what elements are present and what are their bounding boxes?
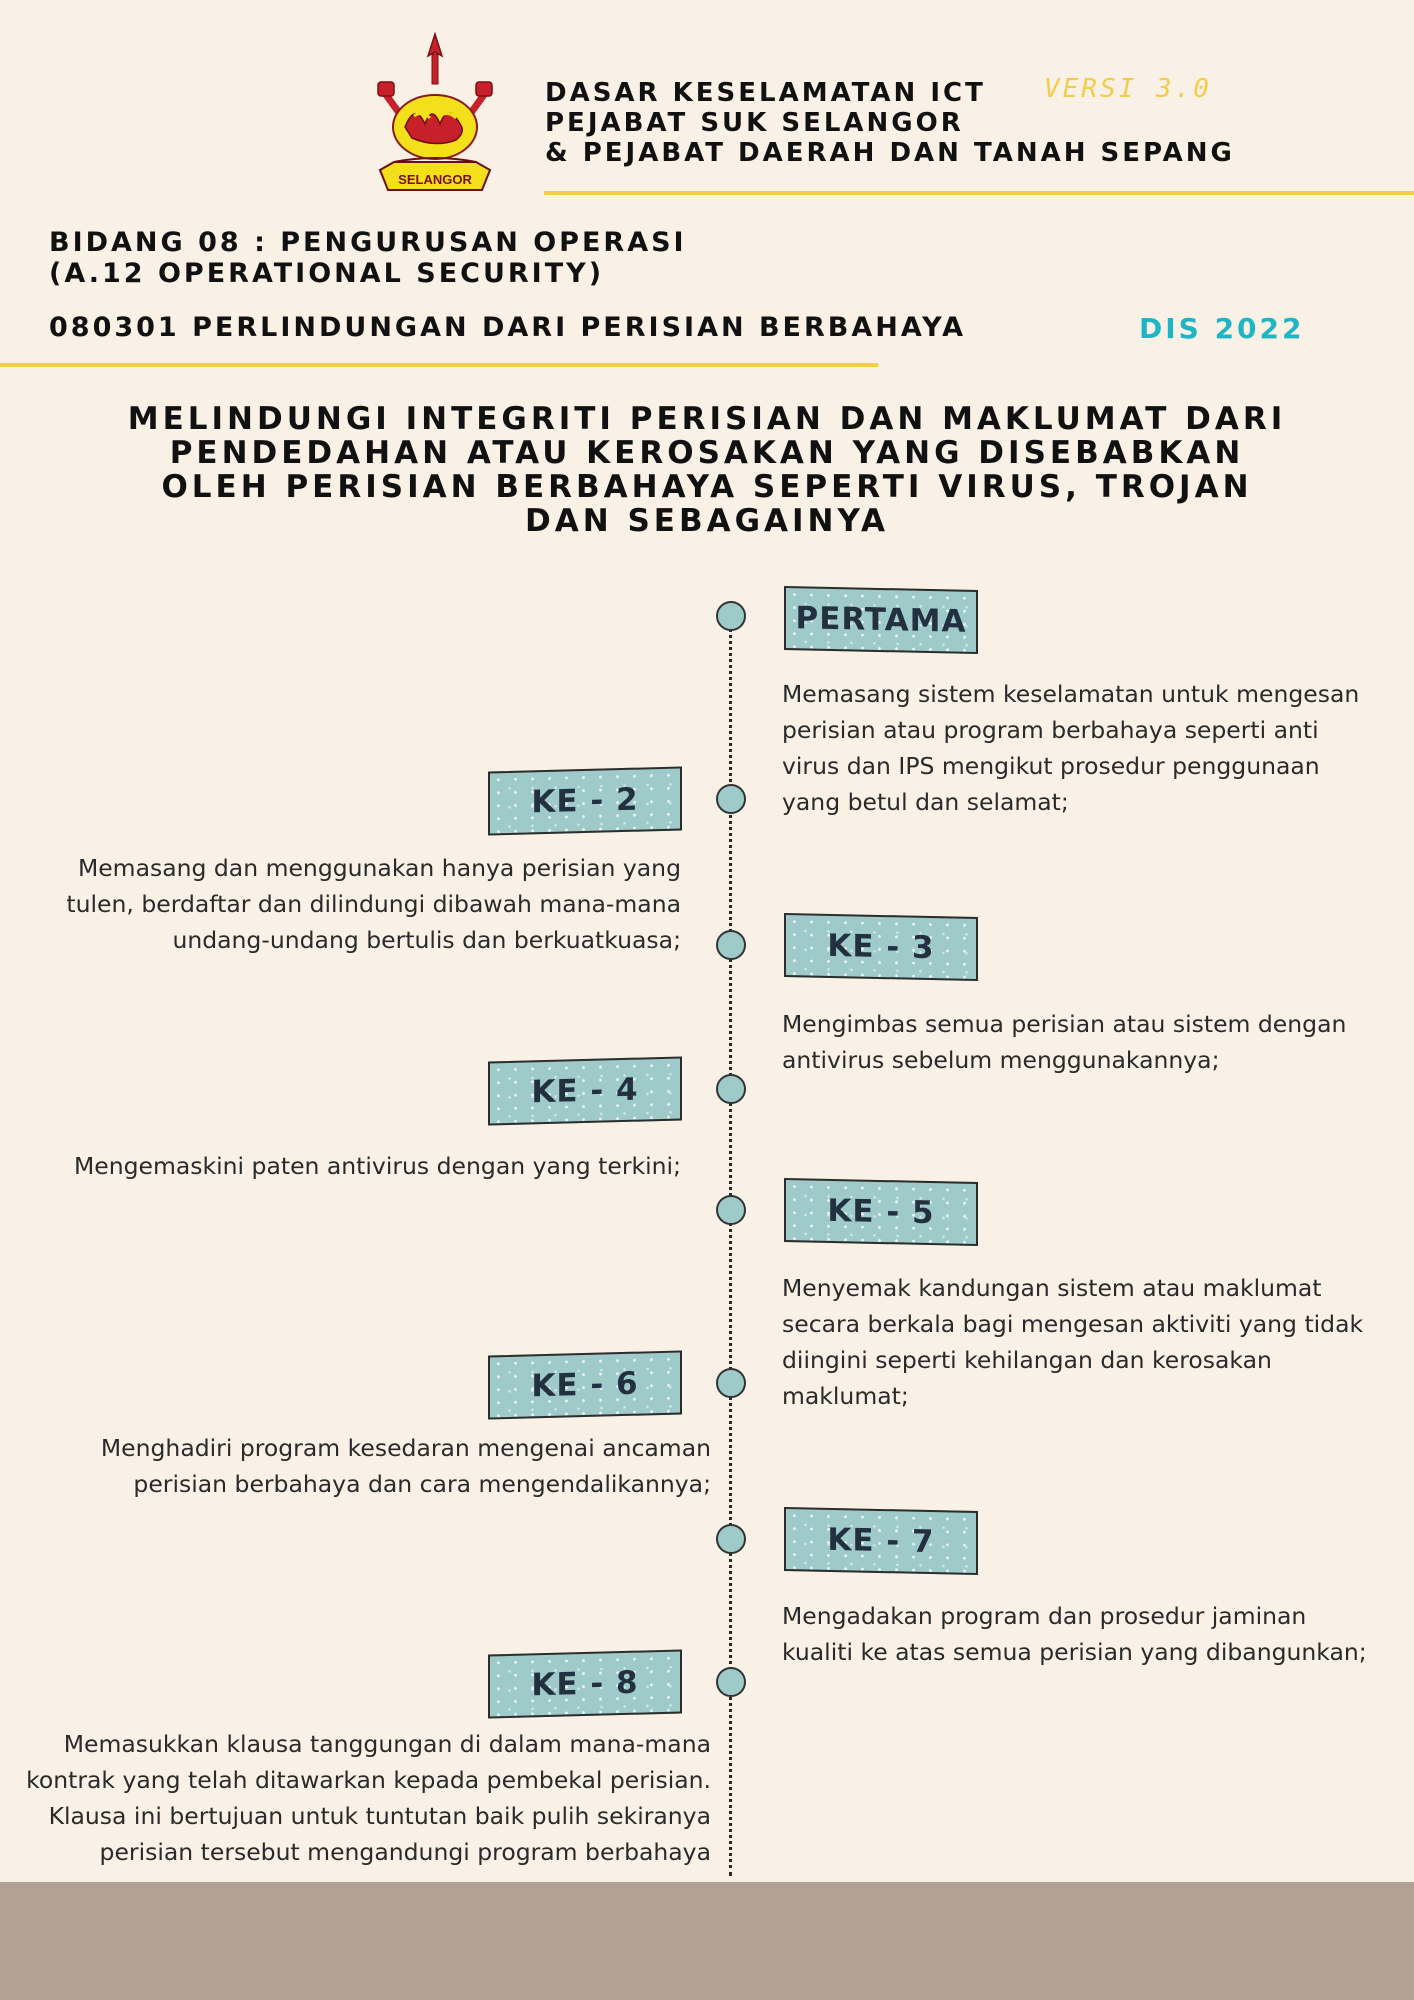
- desc-line: Memasukkan klausa tanggungan di dalam mana-mana: [63, 1730, 711, 1758]
- step-tag-label: KE - 3: [827, 927, 935, 967]
- selangor-crest-logo: [370, 32, 500, 204]
- step-description-ke-7: [782, 1598, 1367, 1670]
- desc-line: Mengadakan program dan prosedur jaminan: [782, 1602, 1307, 1630]
- step-tag-pertama: [784, 586, 978, 654]
- desc-line: diingini seperti kehilangan dan kerosakan: [782, 1346, 1272, 1374]
- step-tag-ke-5: [784, 1178, 978, 1246]
- lead-line-3: OLEH PERISIAN BERBAHAYA SEPERTI VIRUS, TROJAN: [161, 469, 1253, 505]
- timeline-dot: [716, 601, 746, 631]
- desc-line: perisian tersebut mengandungi program berbahaya: [99, 1838, 711, 1866]
- timeline-dot: [716, 1195, 746, 1225]
- title-line-2: PEJABAT SUK SELANGOR: [545, 108, 964, 138]
- desc-line: Memasang sistem keselamatan untuk mengesan: [782, 680, 1360, 708]
- timeline-dot: [716, 1524, 746, 1554]
- section-code-title: 080301 PERLINDUNGAN DARI PERISIAN BERBAHAYA: [49, 312, 967, 343]
- desc-line: maklumat;: [782, 1382, 909, 1410]
- step-description-ke-3: [782, 1006, 1346, 1078]
- desc-line: tulen, berdaftar dan dilindungi dibawah mana-mana: [66, 890, 681, 918]
- bidang-line-2: (A.12 OPERATIONAL SECURITY): [49, 258, 605, 289]
- step-tag-ke-7: [784, 1507, 978, 1575]
- desc-line: Mengimbas semua perisian atau sistem dengan: [782, 1010, 1347, 1038]
- desc-line: Menghadiri program kesedaran mengenai ancaman: [100, 1434, 711, 1462]
- step-description-ke-4: [74, 1148, 681, 1184]
- desc-line: perisian atau program berbahaya seperti anti: [782, 716, 1319, 744]
- step-tag-ke-4: [488, 1056, 682, 1125]
- step-description-ke-5: [782, 1270, 1363, 1414]
- step-tag-label: KE - 5: [827, 1192, 935, 1232]
- timeline-dot: [716, 1074, 746, 1104]
- step-description-ke-2: [66, 850, 681, 958]
- lead-line-1: MELINDUNGI INTEGRITI PERISIAN DAN MAKLUMAT DARI: [127, 401, 1287, 437]
- logo-text: SELANGOR: [398, 172, 472, 187]
- step-tag-ke-3: [784, 913, 978, 981]
- desc-line: Menyemak kandungan sistem atau maklumat: [782, 1274, 1322, 1302]
- title-line-1: DASAR KESELAMATAN ICT: [545, 78, 986, 108]
- step-description-ke-8: [26, 1726, 711, 1870]
- step-tag-ke-8: [488, 1649, 682, 1718]
- desc-line: Mengemaskini paten antivirus dengan yang terkini;: [73, 1152, 681, 1180]
- step-tag-label: PERTAMA: [795, 600, 967, 640]
- desc-line: perisian berbahaya dan cara mengendalikannya;: [133, 1470, 711, 1498]
- step-tag-label: KE - 2: [531, 781, 639, 821]
- step-tag-label: KE - 7: [827, 1521, 935, 1561]
- step-description-ke-6: [101, 1430, 711, 1502]
- desc-line: secara berkala bagi mengesan aktiviti yang tidak: [782, 1310, 1364, 1338]
- section-divider: [0, 363, 878, 367]
- lead-statement: [100, 402, 1314, 538]
- step-description-pertama: [782, 676, 1359, 820]
- step-tag-ke-2: [488, 766, 682, 835]
- timeline-dot: [716, 784, 746, 814]
- timeline-dot: [716, 1667, 746, 1697]
- step-tag-label: KE - 4: [531, 1071, 639, 1111]
- bidang-heading: [49, 227, 687, 289]
- timeline-dot: [716, 930, 746, 960]
- step-tag-label: KE - 8: [531, 1664, 639, 1704]
- section-date: DIS 2022: [1139, 312, 1305, 345]
- desc-line: virus dan IPS mengikut prosedur penggunaan: [782, 752, 1320, 780]
- footer-band: [0, 1882, 1414, 2000]
- timeline-dot: [716, 1368, 746, 1398]
- bidang-line-1: BIDANG 08 : PENGURUSAN OPERASI: [49, 227, 687, 258]
- desc-line: yang betul dan selamat;: [782, 788, 1069, 816]
- desc-line: kualiti ke atas semua perisian yang dibangunkan;: [782, 1638, 1367, 1666]
- step-tag-label: KE - 6: [531, 1365, 639, 1405]
- desc-line: Klausa ini bertujuan untuk tuntutan baik pulih sekiranya: [48, 1802, 711, 1830]
- desc-line: kontrak yang telah ditawarkan kepada pembekal perisian.: [26, 1766, 711, 1794]
- version-label: VERSI 3.0: [1044, 74, 1212, 104]
- step-tag-ke-6: [488, 1350, 682, 1419]
- title-line-3: & PEJABAT DAERAH DAN TANAH SEPANG: [545, 138, 1235, 168]
- header-divider: [544, 191, 1414, 195]
- desc-line: Memasang dan menggunakan hanya perisian yang: [77, 854, 681, 882]
- desc-line: undang-undang bertulis dan berkuatkuasa;: [172, 926, 681, 954]
- lead-line-4: DAN SEBAGAINYA: [525, 503, 889, 539]
- lead-line-2: PENDEDAHAN ATAU KEROSAKAN YANG DISEBABKAN: [169, 435, 1245, 471]
- desc-line: antivirus sebelum menggunakannya;: [782, 1046, 1220, 1074]
